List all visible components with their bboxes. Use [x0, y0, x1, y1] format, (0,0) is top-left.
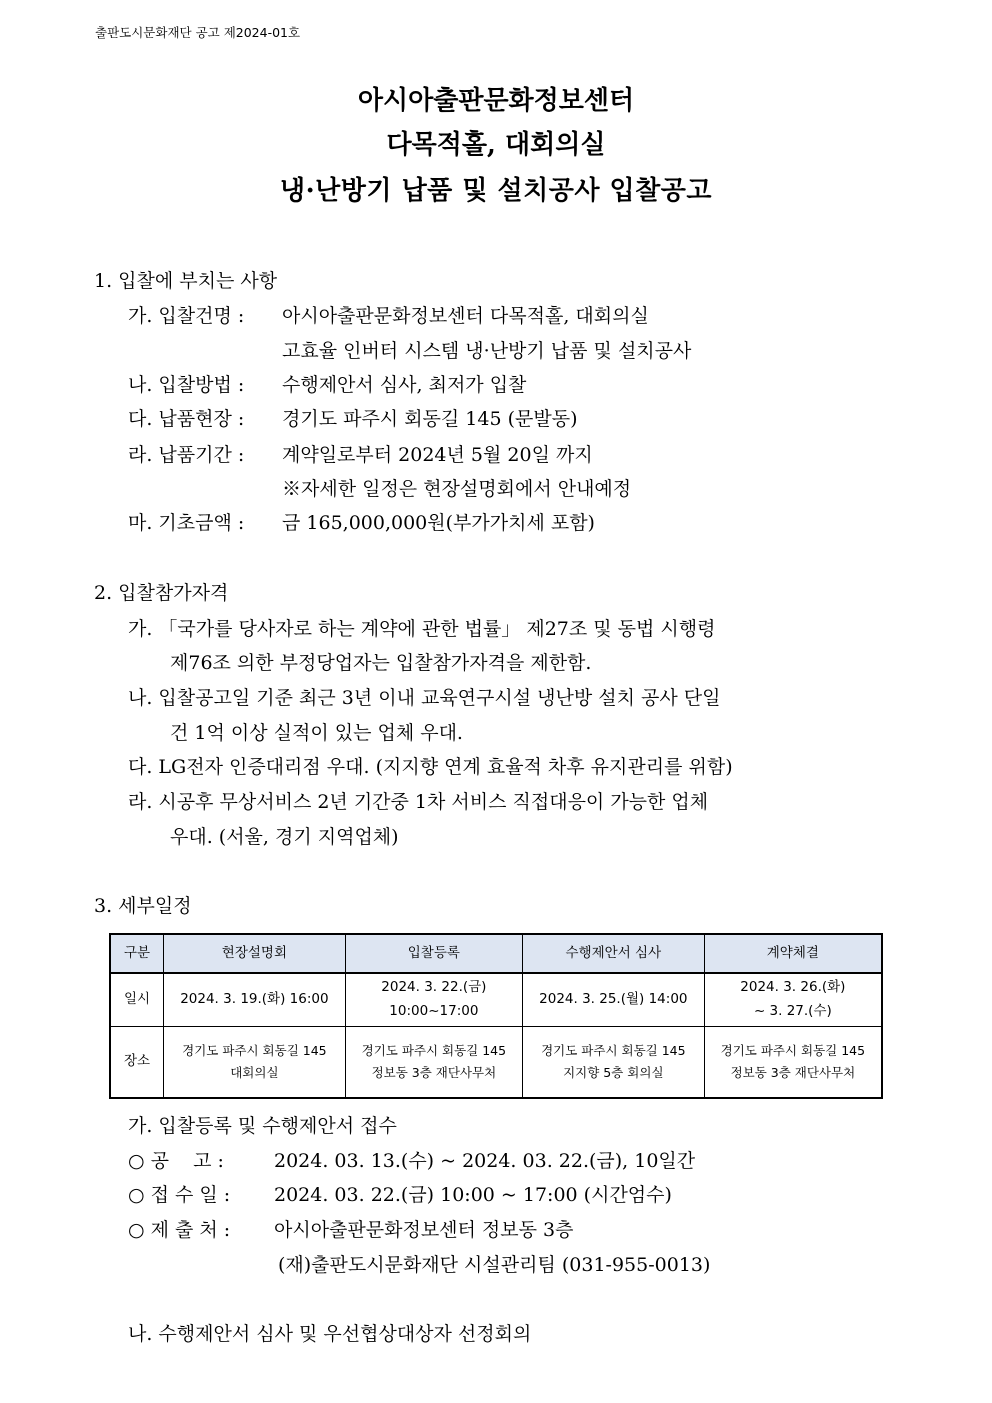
table-cell: [704, 973, 882, 1027]
title-line-2: 다목적홀, 대회의실: [386, 130, 606, 160]
table-cell: [345, 1027, 522, 1099]
schedule-header-cell: 계약체결: [704, 934, 882, 973]
cell-line: 지지향 5층 회의실: [563, 1065, 664, 1080]
notice-period-value: 2024. 03. 13.(수) ~ 2024. 03. 22.(금), 10일간: [274, 1150, 696, 1172]
qualification-d: 라. 시공후 무상서비스 2년 기간중 1차 서비스 직접대응이 가능한 업체: [128, 791, 709, 813]
table-cell: [522, 1027, 704, 1099]
cell-line: 경기도 파주시 회동길 145: [361, 1043, 507, 1059]
submission-place-value: 아시아출판문화정보센터 정보동 3층: [274, 1219, 574, 1241]
table-cell: [164, 973, 346, 1027]
delivery-period-value: 계약일로부터 2024년 5월 20일 까지: [282, 444, 593, 466]
cell-line: 대회의실: [230, 1065, 279, 1080]
table-cell: [345, 973, 522, 1027]
bid-method-value: 수행제안서 심사, 최저가 입찰: [282, 374, 527, 396]
schedule-header-cell: 구분: [110, 934, 164, 973]
document-number: 출판도시문화재단 공고 제2024-01호: [95, 25, 301, 40]
submission-contact: (재)출판도시문화재단 시설관리팀 (031-955-0013): [278, 1254, 711, 1276]
cell-line: 정보동 3층 재단사무처: [371, 1065, 497, 1080]
section2-heading: 2. 입찰참가자격: [94, 582, 229, 604]
cell-line: 2024. 3. 26.(화): [740, 979, 846, 996]
bid-name-value-cont: 고효율 인버터 시스템 냉·난방기 납품 및 설치공사: [282, 340, 692, 362]
cell-line: 경기도 파주시 회동길 145: [720, 1043, 866, 1059]
cell-line: 2024. 3. 19.(화) 16:00: [180, 991, 329, 1008]
bid-name-label: 가. 입찰건명 :: [128, 305, 245, 327]
delivery-site-label: 다. 납품현장 :: [128, 408, 245, 430]
receipt-date-label: ○ 접 수 일 :: [128, 1184, 231, 1206]
qualification-a: 가. 「국가를 당사자로 하는 계약에 관한 법률」 제27조 및 동법 시행령: [128, 618, 716, 640]
bid-name-value: 아시아출판문화정보센터 다목적홀, 대회의실: [282, 305, 649, 327]
schedule-header-cell: 입찰등록: [345, 934, 522, 973]
delivery-site-value: 경기도 파주시 회동길 145 (문발동): [282, 408, 578, 430]
schedule-place-row: [110, 1027, 882, 1099]
cell-line: 정보동 3층 재단사무처: [730, 1065, 856, 1080]
qualification-c: 다. LG전자 인증대리점 우대. (지지향 연계 효율적 차후 유지관리를 위함): [128, 756, 733, 778]
cell-line: 10:00~17:00: [389, 1003, 479, 1019]
subsection-a-heading: 가. 입찰등록 및 수행제안서 접수: [128, 1115, 397, 1137]
cell-line: ~ 3. 27.(수): [753, 1003, 832, 1019]
table-cell: [522, 973, 704, 1027]
qualification-d-cont: 우대. (서울, 경기 지역업체): [170, 826, 399, 848]
cell-line: 경기도 파주시 회동길 145: [182, 1043, 327, 1059]
table-cell: [704, 1027, 882, 1099]
base-amount-value: 금 165,000,000원(부가가치세 포함): [282, 512, 595, 534]
section1-heading: 1. 입찰에 부치는 사항: [94, 270, 278, 292]
bid-method-label: 나. 입찰방법 :: [128, 374, 245, 396]
qualification-a-cont: 제76조 의한 부정당업자는 입찰참가자격을 제한함.: [170, 652, 592, 674]
schedule-header-cell: 현장설명회: [164, 934, 346, 973]
title-line-1: 아시아출판문화정보센터: [357, 86, 635, 116]
schedule-table: [109, 933, 883, 1099]
schedule-header-cell: 수행제안서 심사: [522, 934, 704, 973]
base-amount-label: 마. 기초금액 :: [128, 512, 245, 534]
subsection-b-heading: 나. 수행제안서 심사 및 우선협상대상자 선정회의: [128, 1323, 532, 1345]
cell-line: 2024. 3. 25.(월) 14:00: [539, 991, 688, 1008]
submission-place-label: ○ 제 출 처 :: [128, 1219, 231, 1241]
section3-heading: 3. 세부일정: [94, 895, 192, 917]
schedule-date-row: [110, 973, 882, 1027]
qualification-b: 나. 입찰공고일 기준 최근 3년 이내 교육연구시설 냉난방 설치 공사 단일: [128, 687, 721, 709]
delivery-period-label: 라. 납품기간 :: [128, 444, 245, 466]
title-line-3: 냉·난방기 납품 및 설치공사 입찰공고: [280, 176, 712, 206]
table-cell: [164, 1027, 346, 1099]
qualification-b-cont: 건 1억 이상 실적이 있는 업체 우대.: [170, 722, 463, 744]
schedule-header-row: [110, 934, 882, 973]
cell-line: 경기도 파주시 회동길 145: [541, 1043, 686, 1059]
delivery-period-note: ※자세한 일정은 현장설명회에서 안내예정: [282, 478, 632, 500]
row-label: 장소: [110, 1027, 164, 1099]
row-label: 일시: [110, 973, 164, 1027]
notice-period-label: ○ 공 고 :: [128, 1150, 224, 1172]
receipt-date-value: 2024. 03. 22.(금) 10:00 ~ 17:00 (시간엄수): [274, 1184, 672, 1206]
cell-line: 2024. 3. 22.(금): [381, 979, 487, 996]
